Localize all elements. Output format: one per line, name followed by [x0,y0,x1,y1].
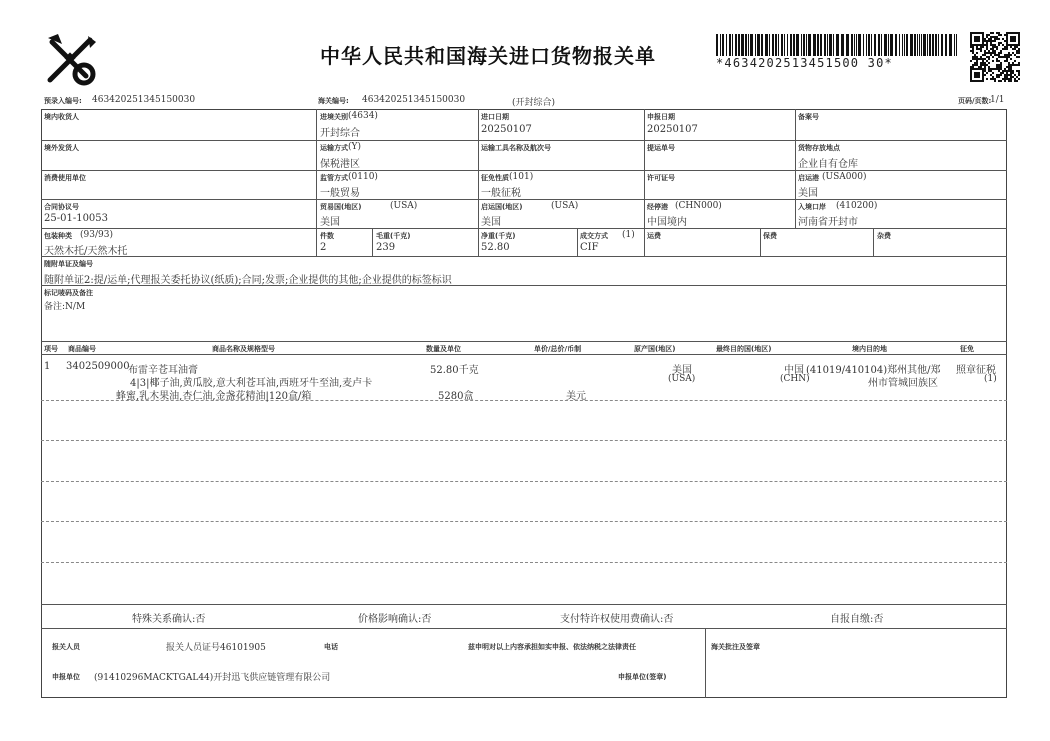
goods-origin: 美国 [672,365,692,376]
goods-origin-code: (USA) [668,374,696,384]
marks-value: 备注:N/M [44,302,86,312]
legal-statement: 兹申明对以上内容承担如实申报、依法纳税之法律责任 [468,643,636,651]
goods-col-levy: 征免 [960,345,974,353]
pre-entry-number: 463420251345150030 [92,95,196,105]
goods-col-item: 项号 [44,345,58,353]
entry-port-value: 河南省开封市 [798,217,858,228]
barcode-number: *4634202513451500 30* [716,56,893,70]
customs-number: 463420251345150030 [362,95,466,105]
customs-place: (开封综合) [512,98,556,108]
supervision-code: (0110) [348,172,378,182]
customs-no-label: 海关编号: [318,97,349,105]
trade-country-value: 美国 [320,217,340,228]
origin-port-value: 美国 [798,188,818,199]
self-report-confirm: 自报自缴:否 [830,614,884,625]
goods-qty2: 5280盒 [438,391,474,402]
insurance-label: 保费 [763,232,777,240]
goods-col-dest: 最终目的国(地区) [716,345,772,353]
supervision-value: 一般贸易 [320,188,360,199]
trade-country-label: 贸易国(地区) [320,203,362,211]
net-weight-value: 52.80 [481,242,510,253]
goods-levy1: 照章征税 [956,365,996,376]
supervision-label: 监管方式 [320,174,348,182]
goods-spec-line2: 蜂蜜,乳木果油,杏仁油,金盏花精油|120盒/箱 [116,391,312,402]
misc-fee-label: 杂费 [877,232,891,240]
stop-port-code: (CHN000) [675,201,722,211]
goods-qty1: 52.80千克 [430,365,479,376]
trade-terms-value: CIF [580,242,599,253]
consumer-label: 消费使用单位 [44,174,86,182]
pieces-label: 件数 [320,232,334,240]
qr-code-icon [970,32,1020,82]
goods-currency: 美元 [566,391,586,402]
packing-label: 包装种类 [44,232,72,240]
declare-date-value: 20250107 [647,124,698,135]
entry-port-code: (410200) [836,201,878,211]
declare-unit-value: (91410296MACKTGAL44)开封迅飞供应链管理有限公司 [94,673,331,683]
goods-col-origin: 原产国(地区) [634,345,676,353]
phone-label: 电话 [324,643,338,651]
goods-domestic1: (41019/410104)郑州其他/郑 [806,365,941,376]
storage-label: 货物存放地点 [798,144,840,152]
special-relationship-confirm: 特殊关系确认:否 [132,614,206,625]
overseas-shipper-label: 境外发货人 [44,144,79,152]
price-influence-confirm: 价格影响确认:否 [358,614,432,625]
trade-country-code: (USA) [390,201,418,211]
entry-customs-value: 开封综合 [320,128,360,139]
transport-mode-label: 运输方式 [320,144,348,152]
packing-code: (93/93) [80,230,113,240]
contract-no-label: 合同协议号 [44,203,79,211]
origin-port-label: 启运港 [798,174,819,182]
declare-seal-label: 申报单位(签章) [618,673,667,681]
record-no-label: 备案号 [798,113,819,121]
contract-no-value: 25-01-10053 [44,213,109,224]
royalty-confirm: 支付特许权使用费确认:否 [560,614,674,625]
import-date-value: 20250107 [481,124,532,135]
marks-label: 标记唛码及备注 [44,289,93,297]
gross-weight-value: 239 [376,242,396,253]
trade-terms-code: (1) [622,230,635,240]
attached-docs-value: 随附单证2:提/运单;代理报关委托协议(纸质);合同;发票;企业提供的其他;企业提供的标签标识 [44,275,452,286]
declarant-label: 报关人员 [52,643,80,651]
departure-country-label: 启运国(地区) [481,203,523,211]
customs-logo-icon [40,28,102,90]
trade-terms-label: 成交方式 [580,232,608,240]
pre-entry-label: 预录入编号: [44,97,82,105]
goods-col-price: 单价/总价/币制 [534,345,582,353]
stop-port-label: 经停港 [647,203,668,211]
vessel-label: 运输工具名称及航次号 [481,144,551,152]
pieces-value: 2 [320,242,327,253]
document-title: 中华人民共和国海关进口货物报关单 [320,44,656,68]
tax-nature-label: 征免性质 [481,174,509,182]
gross-weight-label: 毛重(千克) [376,232,411,240]
packing-value: 天然木托/天然木托 [44,246,128,257]
goods-col-name: 商品名称及规格型号 [212,345,275,353]
goods-levy2: (1) [984,374,997,384]
departure-country-value: 美国 [481,217,501,228]
origin-port-code: (USA000) [822,172,867,182]
goods-col-code: 商品编号 [68,345,96,353]
entry-port-label: 入境口岸 [798,203,826,211]
goods-code: 3402509000 [66,361,130,372]
departure-country-code: (USA) [551,201,579,211]
declare-date-label: 申报日期 [647,113,675,121]
tax-nature-code: (101) [509,172,534,182]
freight-label: 运费 [647,232,661,240]
net-weight-label: 净重(千克) [481,232,516,240]
transport-mode-code: (Y) [348,142,361,152]
customs-approval-label: 海关批注及签章 [711,643,760,651]
goods-spec-line1: 4|3|椰子油,黄瓜胶,意大利苍耳油,西班牙牛至油,麦卢卡 [130,378,373,389]
goods-dest-code: (CHN) [780,374,810,384]
barcode-icon [716,34,958,56]
attached-docs-label: 随附单证及编号 [44,260,93,268]
goods-dest: 中国 [784,365,804,376]
license-no-label: 许可证号 [647,174,675,182]
page-value: 1/1 [990,95,1005,105]
bill-no-label: 提运单号 [647,144,675,152]
goods-col-domestic: 境内目的地 [852,345,887,353]
goods-item: 1 [44,361,51,372]
entry-customs-label: 进境关别 [320,113,348,121]
import-date-label: 进口日期 [481,113,509,121]
storage-value: 企业自有仓库 [798,159,858,170]
consignee-label: 境内收货人 [44,113,79,121]
declare-unit-label: 申报单位 [52,673,80,681]
transport-mode-value: 保税港区 [320,159,360,170]
declarant-cert: 报关人员证号46101905 [166,643,266,653]
goods-domestic2: 州市管城回族区 [868,378,938,389]
entry-customs-code: (4634) [348,111,378,121]
goods-col-qty: 数量及单位 [426,345,461,353]
tax-nature-value: 一般征税 [481,188,521,199]
stop-port-value: 中国境内 [647,217,687,228]
goods-name: 布雷辛苍耳油膏 [128,365,198,376]
page-label: 页码/页数: [958,97,992,105]
